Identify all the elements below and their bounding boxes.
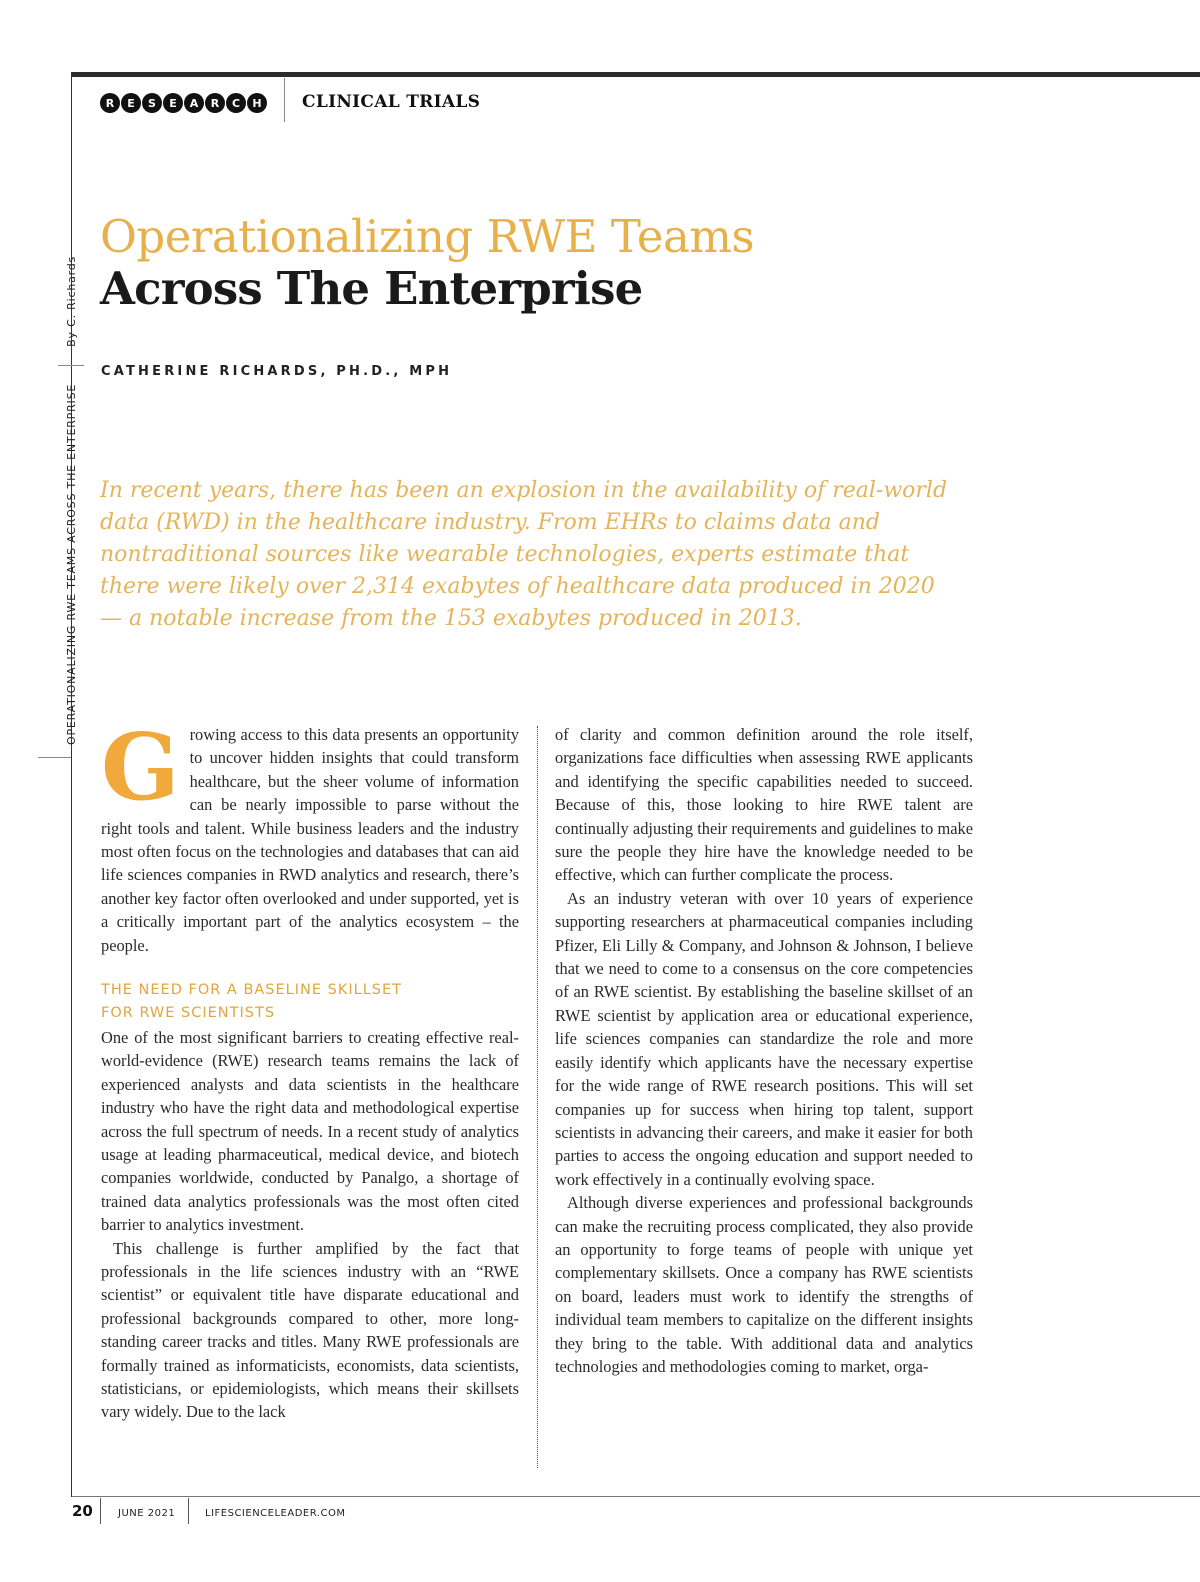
issue-date: JUNE 2021 [118,1508,176,1519]
research-badge-letter: E [121,93,141,113]
paragraph-intro [101,713,519,957]
running-title-text: OPERATIONALIZING RWE TEAMS ACROSS THE ENTERPRISE [64,383,78,745]
sidebar-divider [58,365,84,366]
subhead [101,979,519,1026]
paragraph-3: This challenge is further amplified by the fact that professionals in the life sciences industry with an “RWE scientist” or equivalent title have disparate educational and professional backgrounds compared to other, more long-standing career tracks and titles. Many RWE professionals are formally trained as informaticists, economists, data scientists, statisticians, or epidemiologists, which means their skillsets vary widely. Due to the lack [101,1238,519,1422]
sidebar-running-title [58,256,84,745]
paragraph-intro-text: rowing access to this data presents an opportunity to uncover hidden insights that could transform healthcare, but the sheer volume of information can be nearly impossible to parse without the right tools and talent. While business leaders and the industry most often focus on the technologies and databases that can aid life sciences companies in RWD analytics and research, there’s another key factor often overlooked and under supported, yet is a critically important part of the analytics ecosystem – the people. [101,725,519,955]
section-label: CLINICAL TRIALS [302,92,481,112]
research-badge-letter: E [163,93,183,113]
research-badges [100,93,267,113]
top-rule [72,72,1200,77]
article-title-line2: Across The Enterprise [100,262,643,315]
paragraph-4: of clarity and common definition around the role itself, organizations face difficulties when assessing RWE applicants and identifying the specific capabilities needed to succeed. Because of this, those looking to hire RWE talent are continually adjusting their requirements and guidelines to make sure the people they hire have the knowledge needed to be effective, which can further complicate the process. [555,725,973,885]
article-column-left [101,713,519,1424]
research-badge-letter: A [184,93,204,113]
footer-divider [100,1498,101,1524]
research-badge-letter: R [100,93,120,113]
paragraph-2: One of the most significant barriers to creating effective real-world-evidence (RWE) research teams remains the lack of experienced analysts and data scientists in the healthcare industry who have the right data and methodological expertise across the full spectrum of needs. In a recent study of analytics usage at leading pharmaceutical, medical device, and biotech companies worldwide, conducted by Panalgo, a shortage of trained data analytics professionals was the most often cited barrier to analytics investment. [101,1027,519,1235]
paragraph-5: As an industry veteran with over 10 years of experience supporting researchers at pharmaceutical companies including Pfizer, Eli Lilly & Company, and Johnson & Johnson, I believe that we need to come to a consensus on the core competencies of an RWE scientist. By establishing the baseline skillset of an RWE scientist by application area or educational experience, life sciences companies can standardize the role and more easily identify which applicants have the necessary expertise for the wide range of RWE research positions. This will set companies up for success when hiring top talent, support scientists in advancing their careers, and make it easier for both parties to access the ongoing education and support needed to work effectively in a continually evolving space. [555,888,973,1189]
paragraph-6: Although diverse experiences and professional backgrounds can make the recruiting process complicated, they also provide an opportunity to forge teams of people with unique yet complementary skillsets. Once a company has RWE scientists on board, leaders must work to identify the strengths of individual team members to capitalize on the different insights they bring to the table. With additional data and analytics technologies and methodologies coming to market, orga- [555,1193,973,1376]
research-badge-letter: C [226,93,246,113]
drop-cap: G [101,713,180,821]
article-column-right [555,723,973,1378]
sidebar-rule [38,757,71,758]
column-divider [537,726,538,1468]
footer-divider [188,1498,189,1524]
article-dek: In recent years, there has been an explosion in the availability of real-world data (RWD) in the healthcare industry. From EHRs to claims data and nontraditional sources like wearable technologies, experts estimate that there were likely over 2,314 exabytes of healthcare data produced in 2020 — a notable increase from the 153 exabytes produced in 2013. [100,478,948,631]
research-badge-letter: S [142,93,162,113]
research-badge-row [100,92,267,114]
sidebar-byline: By C. Richards [64,255,78,347]
article-title-line1: Operationalizing RWE Teams [100,210,755,263]
website-link[interactable]: LIFESCIENCELEADER.COM [205,1508,346,1519]
subhead-line1: THE NEED FOR A BASELINE SKILLSET [101,982,403,999]
page-number: 20 [72,1502,93,1520]
article-author: CATHERINE RICHARDS, PH.D., MPH [101,364,453,379]
section-divider [284,78,285,122]
research-badge-letter: R [205,93,225,113]
research-badge-letter: H [247,93,267,113]
subhead-line2: FOR RWE SCIENTISTS [101,1005,276,1022]
bottom-rule [72,1496,1200,1497]
